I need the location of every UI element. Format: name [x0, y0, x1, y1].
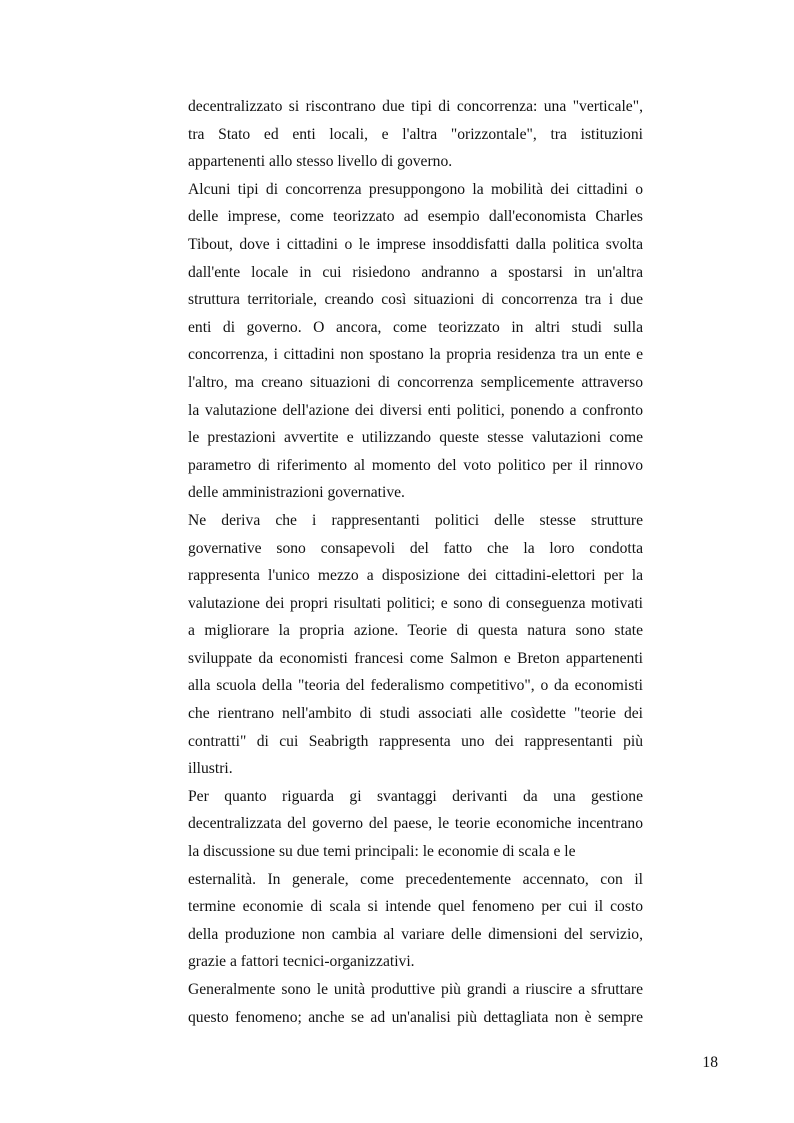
- text-line: delle imprese, come teorizzato ad esempio dall'economista Charles: [188, 208, 643, 226]
- text-line: Per quanto riguarda gi svantaggi derivanti da una gestione: [188, 787, 643, 805]
- text-line: tra Stato ed enti locali, e l'altra "orizzontale", tra istituzioni: [188, 125, 643, 143]
- text-line: governative sono consapevoli del fatto che la loro condotta: [188, 539, 643, 557]
- text-line: delle amministrazioni governative.: [188, 484, 405, 502]
- text-line: decentralizzata del governo del paese, le teorie economiche incentrano: [188, 815, 643, 833]
- text-line: concorrenza, i cittadini non spostano la propria residenza tra un ente e: [188, 346, 643, 364]
- text-line: la discussione su due temi principali: le economie di scala e le: [188, 843, 576, 861]
- text-line: rappresenta l'unico mezzo a disposizione dei cittadini-elettori per la: [188, 567, 643, 585]
- text-line: termine economie di scala si intende quel fenomeno per cui il costo: [188, 898, 643, 916]
- text-line: le prestazioni avvertite e utilizzando queste stesse valutazioni come: [188, 429, 643, 447]
- text-line: sviluppate da economisti francesi come Salmon e Breton appartenenti: [188, 649, 643, 667]
- text-line: esternalità. In generale, come precedentemente accennato, con il: [188, 870, 643, 888]
- text-line: dall'ente locale in cui risiedono andranno a spostarsi in un'altra: [188, 263, 643, 281]
- text-line: questo fenomeno; anche se ad un'analisi più dettagliata non è sempre: [188, 1008, 643, 1026]
- text-line: parametro di riferimento al momento del voto politico per il rinnovo: [188, 456, 643, 474]
- page-number: 18: [702, 1054, 718, 1071]
- text-line: illustri.: [188, 760, 233, 778]
- text-line: alla scuola della "teoria del federalismo competitivo", o da economisti: [188, 677, 643, 695]
- text-line: contratti" di cui Seabrigth rappresenta uno dei rappresentanti più: [188, 732, 643, 750]
- text-line: che rientrano nell'ambito di studi associati alle cosìdette "teorie dei: [188, 705, 643, 723]
- text-line: l'altro, ma creano situazioni di concorrenza semplicemente attraverso: [188, 373, 643, 391]
- text-line: a migliorare la propria azione. Teorie di questa natura sono state: [188, 622, 643, 640]
- text-line: la valutazione dell'azione dei diversi enti politici, ponendo a confronto: [188, 401, 643, 419]
- text-line: della produzione non cambia al variare delle dimensioni del servizio,: [188, 925, 643, 943]
- text-line: enti di governo. O ancora, come teorizzato in altri studi sulla: [188, 318, 643, 336]
- body-text: [188, 93, 643, 1031]
- text-line: struttura territoriale, creando così situazioni di concorrenza tra i due: [188, 291, 643, 309]
- text-line: grazie a fattori tecnici-organizzativi.: [188, 953, 415, 971]
- text-line: appartenenti allo stesso livello di governo.: [188, 153, 453, 171]
- text-line: Generalmente sono le unità produttive più grandi a riuscire a sfruttare: [188, 981, 643, 998]
- text-line: Tibout, dove i cittadini o le imprese insoddisfatti dalla politica svolta: [188, 235, 643, 253]
- text-line: Alcuni tipi di concorrenza presuppongono la mobilità dei cittadini o: [188, 180, 643, 198]
- text-line: Ne deriva che i rappresentanti politici delle stesse strutture: [188, 511, 643, 529]
- text-line: valutazione dei propri risultati politici; e sono di conseguenza motivati: [188, 594, 643, 612]
- text-line: decentralizzato si riscontrano due tipi di concorrenza: una "verticale",: [188, 98, 643, 115]
